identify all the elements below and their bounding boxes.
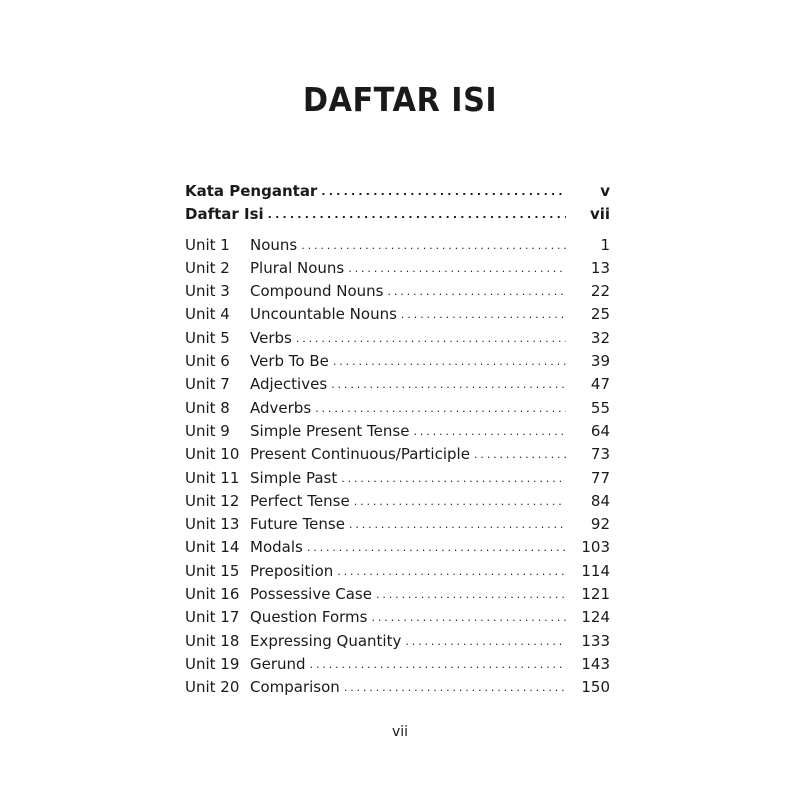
toc-entry-unit[interactable]: [185, 676, 610, 699]
dot-leader: [349, 513, 566, 536]
toc-entry-title: Verb To Be: [250, 352, 329, 371]
toc-entry-title: Nouns: [250, 235, 298, 254]
toc-page-number: 1: [600, 235, 610, 254]
toc-entry-unit[interactable]: [185, 397, 610, 420]
toc-page-number: 73: [590, 445, 610, 464]
toc-entry-title: Preposition: [250, 561, 334, 580]
toc-unit-label: Unit 20: [185, 678, 240, 697]
toc-unit-label: Unit 14: [185, 538, 240, 557]
toc-page-number: 84: [590, 491, 610, 510]
toc-unit-label: Unit 13: [185, 515, 240, 534]
toc-unit-label: Unit 5: [185, 328, 230, 347]
dot-leader: [413, 420, 566, 443]
dot-leader: [268, 203, 566, 226]
toc-unit-label: Unit 18: [185, 631, 240, 650]
toc-entry-title: Verbs: [250, 328, 292, 347]
toc-entry-unit[interactable]: [185, 234, 610, 257]
dot-leader: [388, 280, 567, 303]
toc-page-number: 77: [590, 468, 610, 487]
toc-entry-title: Adjectives: [250, 375, 328, 394]
page-number-footer: vii: [391, 724, 409, 740]
dot-leader: [348, 257, 566, 280]
toc-unit-label: Unit 9: [185, 421, 230, 440]
toc-entry-unit[interactable]: [185, 583, 610, 606]
toc-entry-unit[interactable]: [185, 350, 610, 373]
toc-page-number: vii: [589, 205, 610, 224]
toc-entry-daftar-isi[interactable]: [185, 203, 610, 226]
toc-page-number: 124: [581, 608, 610, 627]
toc-page-number: 143: [581, 654, 610, 673]
dot-leader: [474, 443, 566, 466]
dot-leader: [401, 303, 566, 326]
toc-page-number: 92: [590, 515, 610, 534]
toc-entry-unit[interactable]: [185, 653, 610, 676]
toc-page-number: v: [600, 182, 610, 200]
toc-entry-unit[interactable]: [185, 373, 610, 396]
dot-leader: [307, 536, 566, 559]
toc-entry-unit[interactable]: [185, 606, 610, 629]
toc-entry-unit[interactable]: [185, 327, 610, 350]
toc-entry-unit[interactable]: [185, 257, 610, 280]
toc-entry-title: Daftar Isi: [185, 205, 264, 224]
toc-entry-title: Gerund: [250, 654, 306, 673]
toc-entry-title: Comparison: [250, 678, 340, 697]
toc-page-number: 22: [590, 282, 610, 301]
toc-unit-label: Unit 16: [185, 585, 240, 604]
toc-unit-label: Unit 2: [185, 258, 230, 277]
dot-leader: [315, 397, 566, 420]
toc-entry-title: Perfect Tense: [250, 491, 350, 510]
toc-page-number: 47: [590, 375, 610, 394]
dot-leader: [310, 653, 566, 676]
unit-list: [185, 234, 610, 700]
toc-entry-unit[interactable]: [185, 560, 610, 583]
toc-unit-label: Unit 3: [185, 282, 230, 301]
toc-entry-unit[interactable]: [185, 443, 610, 466]
toc-entry-title: Plural Nouns: [250, 258, 345, 277]
toc-page-number: 25: [590, 305, 610, 324]
toc-entry-title: Adverbs: [250, 398, 312, 417]
toc-entry-title: Question Forms: [250, 608, 368, 627]
toc-page-number: 114: [581, 561, 610, 580]
toc-unit-label: Unit 12: [185, 491, 240, 510]
toc-entry-title: Kata Pengantar: [185, 182, 318, 200]
toc-entry-unit[interactable]: [185, 513, 610, 536]
toc-entry-title: Modals: [250, 538, 303, 557]
toc-page-number: 39: [590, 352, 610, 371]
toc-entry-unit[interactable]: [185, 280, 610, 303]
toc-unit-label: Unit 1: [185, 235, 230, 254]
dot-leader: [376, 583, 566, 606]
toc-unit-label: Unit 4: [185, 305, 230, 324]
toc-unit-label: Unit 19: [185, 654, 240, 673]
toc-unit-label: Unit 8: [185, 398, 230, 417]
dot-leader: [344, 676, 566, 699]
toc-entry-title: Future Tense: [250, 515, 345, 534]
toc-page-number: 103: [581, 538, 610, 557]
toc-page-number: 133: [581, 631, 610, 650]
toc-entry-kata-pengantar[interactable]: [185, 180, 610, 203]
toc-entry-title: Possessive Case: [250, 585, 372, 604]
toc-entry-title: Expressing Quantity: [250, 631, 402, 650]
toc-unit-label: Unit 6: [185, 352, 230, 371]
dot-leader: [337, 560, 566, 583]
dot-leader: [331, 373, 566, 396]
toc-entry-title: Uncountable Nouns: [250, 305, 397, 324]
dot-leader: [405, 630, 566, 653]
toc-entry-title: Simple Present Tense: [250, 421, 410, 440]
toc-page-number: 13: [590, 258, 610, 277]
toc-entry-unit[interactable]: [185, 420, 610, 443]
toc-unit-label: Unit 15: [185, 561, 240, 580]
toc-page-number: 64: [590, 421, 610, 440]
toc-unit-label: Unit 7: [185, 375, 230, 394]
toc-entry-unit[interactable]: [185, 536, 610, 559]
toc-entry-unit[interactable]: [185, 467, 610, 490]
toc-unit-label: Unit 17: [185, 608, 240, 627]
toc-entry-unit[interactable]: [185, 303, 610, 326]
dot-leader: [333, 350, 566, 373]
toc-page-number: 55: [590, 398, 610, 417]
toc-page-number: 150: [581, 678, 610, 697]
dot-leader: [301, 234, 566, 257]
toc-entry-title: Compound Nouns: [250, 282, 384, 301]
dot-leader: [321, 180, 566, 203]
toc-entry-title: Present Continuous/Participle: [250, 445, 470, 464]
dot-leader: [341, 467, 566, 490]
page-title: DAFTAR ISI: [302, 80, 498, 119]
dot-leader: [354, 490, 566, 513]
dot-leader: [296, 327, 566, 350]
toc-entry-unit[interactable]: [185, 490, 610, 513]
dot-leader: [371, 606, 566, 629]
toc-unit-label: Unit 10: [185, 445, 240, 464]
toc-entry-unit[interactable]: [185, 630, 610, 653]
toc-page-number: 121: [581, 585, 610, 604]
toc-entry-title: Simple Past: [250, 468, 338, 487]
toc-page-number: 32: [590, 328, 610, 347]
table-of-contents: [185, 180, 610, 700]
toc-unit-label: Unit 11: [185, 468, 240, 487]
